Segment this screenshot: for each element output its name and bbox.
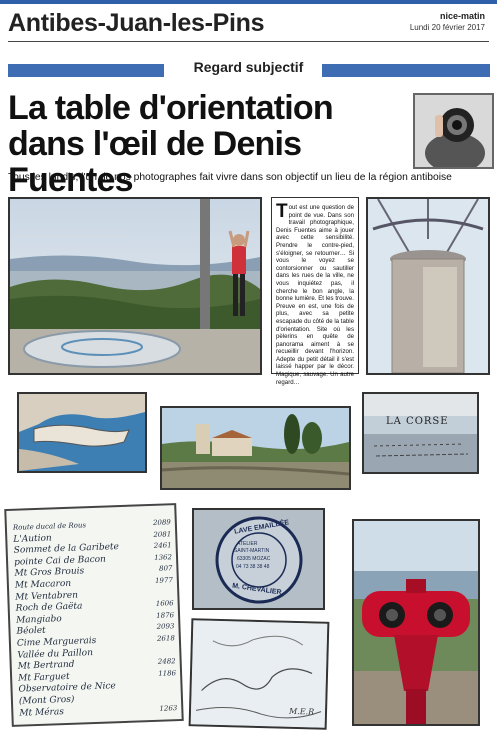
handwritten-place: Cime Marguerais	[16, 635, 97, 649]
handwritten-altitude: 2081	[153, 529, 172, 539]
handwritten-altitude: 2093	[156, 622, 175, 632]
camera-portrait-icon	[415, 95, 492, 167]
photo-corse-plaque	[362, 392, 479, 474]
binoculars-image	[354, 521, 478, 724]
handwritten-list	[13, 517, 178, 719]
photographer-portrait	[413, 93, 494, 169]
stamp-inner-4: 04 73 38 38 48	[236, 564, 270, 570]
corse-plaque-image	[364, 394, 477, 472]
kicker: Regard subjectif	[193, 59, 304, 75]
handwritten-place: L'Aution	[13, 533, 52, 545]
handwritten-place: Route ducal de Rous	[12, 521, 87, 532]
village-image	[162, 408, 349, 488]
handwritten-place: Mt Gros Brouis	[14, 566, 85, 580]
handwritten-altitude: 1362	[154, 553, 173, 562]
handwritten-place: Roch de Gaëta	[15, 601, 83, 614]
tower-image	[368, 199, 488, 373]
handwritten-place: Mt Ventabren	[15, 590, 79, 603]
stamp-inner-3: 63305 MOZAC	[237, 556, 271, 562]
newspaper-brand: nice-matin	[439, 11, 485, 21]
handwritten-place: Mangiabo	[15, 613, 62, 626]
photo-handwritten-table	[4, 503, 184, 727]
stamp-inner-2: SAINT-MARTIN	[234, 548, 270, 554]
stamp-inner-1: ATELIER	[237, 541, 258, 547]
headline-line-1: La table d'orientation	[8, 89, 333, 127]
standfirst: Tous les lundis, l'un de nos photographes fait vivre dans son objectif un lieu de la région antiboise	[8, 172, 452, 183]
handwritten-altitude: 2482	[157, 657, 176, 666]
handwritten-place: Mt Macaron	[14, 578, 72, 591]
handwritten-place: Mt Bertrand	[17, 659, 75, 672]
stamp-top-text: LAVE EMAILLÉE	[233, 519, 290, 536]
photo-sketch-map	[189, 618, 330, 730]
publication-date: Lundi 20 février 2017	[409, 23, 485, 32]
handwritten-place: Vallée du Paillon	[17, 647, 94, 661]
stamp-bottom-text: M. CHEVALIER	[231, 582, 282, 597]
photo-binoculars	[352, 519, 480, 726]
handwritten-place: Mt Méras	[19, 706, 65, 719]
handwritten-altitude: 2461	[153, 541, 172, 551]
article-body	[271, 197, 359, 386]
photo-map-relief	[17, 392, 147, 473]
photo-tower	[366, 197, 490, 375]
handwritten-altitude: 1186	[158, 668, 177, 678]
handwritten-altitude: 2618	[156, 634, 175, 643]
handwritten-altitude: 1263	[159, 703, 178, 713]
handwritten-altitude: 2089	[152, 518, 171, 527]
corse-label: LA CORSE	[386, 416, 449, 427]
handwritten-altitude: 1606	[155, 599, 174, 608]
photo-orientation-table	[8, 197, 262, 375]
masthead-rule	[8, 41, 489, 42]
drop-cap: T	[276, 201, 288, 222]
article-text: out est une question de point de vue. Dans son travail photographique, Denis Fuentes aime à jouer avec cette sensibilité. Prendre le contre-pied, s'éloigner, se retourner… Si vous le voyez se contorsionner ou sautiller dans les rues de la ville, ne vous inquiétez pas, il cherche le bon angle, la bonne lumière. Et les trouve. Preuve en est, une fois de plus, avec sa petite escapade du côté de la table d'orientation. Site où les pèlerins en quête de panorama aiment à se recueillir devant l'horizon. Adepte du petit détail il s'est laissé happer par le décor. Magique, sauvage. Un autre regard…	[276, 204, 354, 386]
section-title: Antibes-Juan-les-Pins	[8, 9, 265, 37]
map-mark: M.E.R	[288, 706, 315, 717]
headline-line-2: dans l'œil de Denis Fuentes	[8, 125, 302, 199]
handwritten-place: (Mont Gros)	[18, 694, 75, 707]
handwritten-place: Mt Farguet	[17, 671, 70, 684]
handwritten-altitude: 807	[158, 564, 173, 574]
photo-enamel-stamp	[192, 508, 325, 610]
handwritten-altitude: 1876	[156, 610, 175, 620]
photo-village	[160, 406, 351, 490]
top-color-bar	[0, 0, 497, 4]
handwritten-altitude: 1977	[154, 576, 173, 585]
handwritten-place: Sommet de la Garibete	[13, 542, 120, 556]
handwritten-place: Béolet	[16, 626, 46, 638]
handwritten-place: pointe Cai de Bacon	[13, 554, 107, 568]
orientation-table-image	[10, 199, 260, 373]
map-relief-image	[19, 394, 145, 471]
handwritten-place: Observatoire de Nice	[18, 681, 116, 695]
